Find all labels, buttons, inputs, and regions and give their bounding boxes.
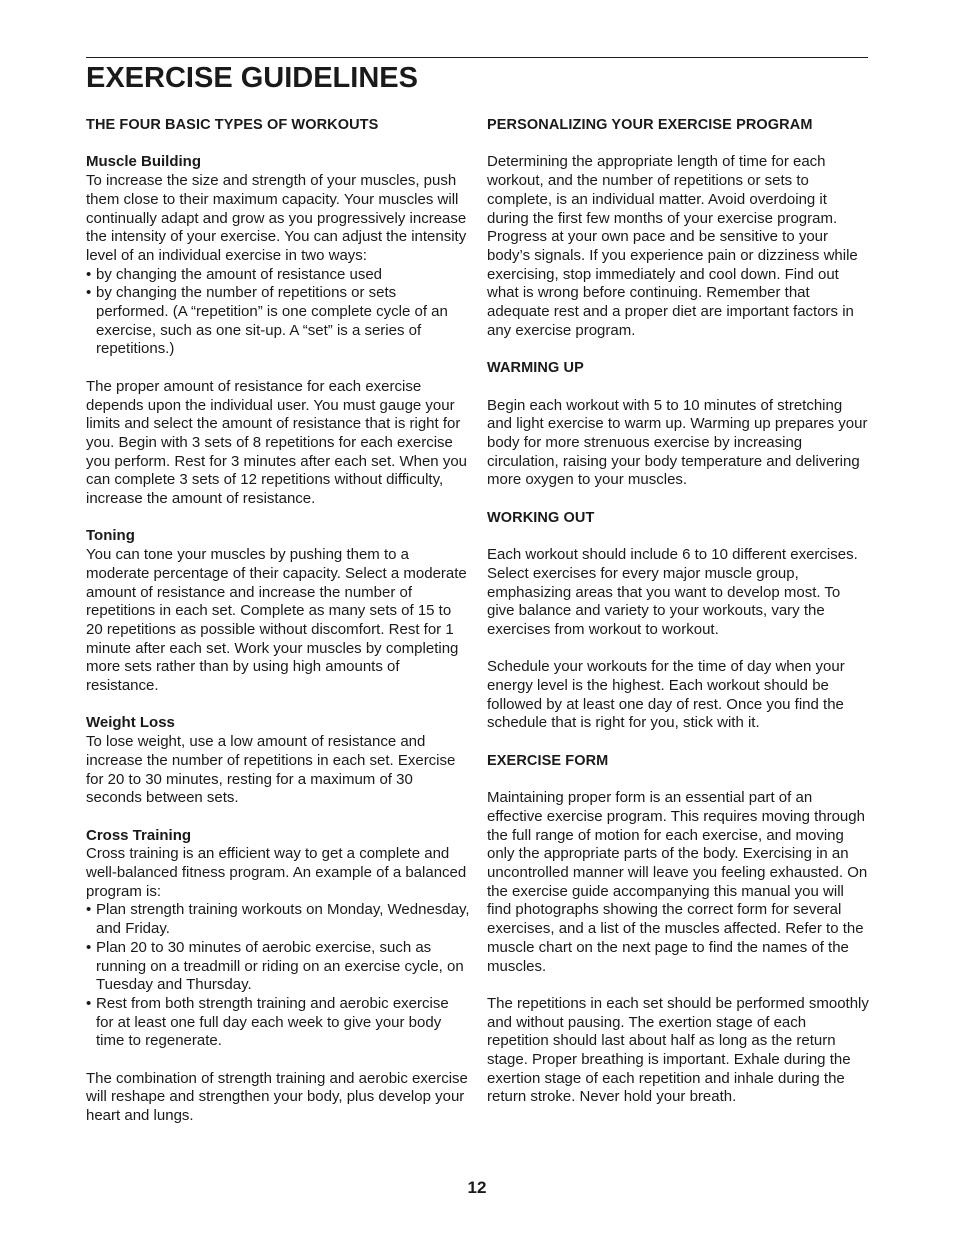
working-out-paragraph-2: Schedule your workouts for the time of day when your energy level is the highest. Each workout should be followed by at least one day of rest. Once you find the schedule that is right for you, stick with it. [487, 658, 845, 732]
weight-loss-paragraph: To lose weight, use a low amount of resistance and increase the number of repetitions in each set. Exercise for 20 to 30 minutes, resting for a maximum of 30 seconds between sets. [86, 733, 456, 807]
page-title: EXERCISE GUIDELINES [86, 62, 418, 94]
personalizing-paragraph: Determining the appropriate length of time for each workout, and the number of repetitions or sets to complete, is an individual matter. Avoid overdoing it during the first few months of your exercise program. Progress at your own pace and be sensitive to your body’s signals. If you experience pain or dizziness while exercising, stop immediately and cool down. Find out what is wrong before continuing. Remember that adequate rest and a proper diet are important factors in any exercise program. [487, 153, 858, 339]
section-heading-personalizing: PERSONALIZING YOUR EXERCISE PROGRAM [487, 117, 813, 133]
section-heading-warming-up: WARMING UP [487, 360, 584, 377]
subheading-muscle-building: Muscle Building [86, 153, 202, 171]
left-column [86, 116, 470, 1126]
page-number: 12 [467, 1178, 487, 1197]
exercise-form-paragraph-1: Maintaining proper form is an essential part of an effective exercise program. This requires moving through the full range of motion for each exercise, and moving only the appropriate parts of the body. Exercising in an uncontrolled manner will leave you feeling exhausted. On the exercise guide accompanying this manual you will find photographs showing the correct form for several exercises, and a list of the muscles affected. Refer to the muscle chart on the next page to find the names of the muscles. [487, 789, 868, 975]
section-heading-exercise-form: EXERCISE FORM [487, 752, 609, 769]
right-column [487, 116, 871, 1107]
working-out-paragraph-1: Each workout should include 6 to 10 different exercises. Select exercises for every major muscle group, emphasizing areas that you want to develop most. To give balance and variety to your workouts, vary the exercises from workout to workout. [487, 546, 858, 638]
cross-training-intro: Cross training is an efficient way to get a complete and well-balanced fitness program. An example of a balanced program is: [86, 845, 467, 900]
subheading-toning: Toning [86, 527, 135, 545]
muscle-building-list [86, 266, 470, 360]
warming-up-paragraph: Begin each workout with 5 to 10 minutes of stretching and light exercise to warm up. Warming up prepares your body for more strenuous exercise by increasing circulation, raising your body temperature and delivering more oxygen to your muscles. [487, 396, 868, 489]
list-item: • Rest from both strength training and aerobic exercise for at least one full day each week to give your body time to regenerate. [86, 995, 470, 1051]
list-item: • by changing the amount of resistance used [86, 266, 470, 285]
subheading-weight-loss: Weight Loss [86, 714, 175, 732]
muscle-building-resistance-paragraph: The proper amount of resistance for each exercise depends upon the individual user. You must gauge your limits and select the amount of resistance that is right for you. Begin with 3 sets of 8 repetitions for each exercise you perform. Rest for 3 minutes after each set. When you can complete 3 sets of 12 repetitions without difficulty, increase the amount of resistance. [86, 377, 468, 508]
section-heading-working-out: WORKING OUT [487, 509, 595, 526]
toning-paragraph: You can tone your muscles by pushing them to a moderate percentage of their capacity. Select a moderate amount of resistance and increase the number of repetitions in each set. Complete as many sets of 15 to 20 repetitions as possible without discomfort. Rest for 1 minute after each set. Work your muscles by completing more sets rather than by using high amounts of resistance. [86, 546, 467, 695]
section-heading-four-types: THE FOUR BASIC TYPES OF WORKOUTS [86, 117, 379, 133]
list-item: • Plan strength training workouts on Monday, Wednesday, and Friday. [86, 901, 470, 938]
subheading-cross-training: Cross Training [86, 826, 192, 844]
muscle-building-intro: To increase the size and strength of your muscles, push them close to their maximum capacity. Your muscles will continually adapt and grow as you progressively increase the intensity of your exercise. You can adjust the intensity level of an individual exercise in two ways: [86, 172, 467, 264]
cross-training-summary: The combination of strength training and aerobic exercise will reshape and strengthen your body, plus develop your heart and lungs. [86, 1069, 468, 1125]
list-item: • by changing the number of repetitions or sets performed. (A “repetition” is one complete cycle of an exercise, such as one sit-up. A “set” is a series of repetitions.) [86, 284, 470, 359]
exercise-form-paragraph-2: The repetitions in each set should be performed smoothly and without pausing. The exertion stage of each repetition should last about half as long as the return stage. Proper breathing is important. Exhale during the exertion stage of each repetition and inhale during the return stroke. Never hold your breath. [487, 994, 869, 1106]
list-item: • Plan 20 to 30 minutes of aerobic exercise, such as running on a treadmill or riding on an exercise cycle, on Tuesday and Thursday. [86, 939, 470, 995]
cross-training-list [86, 901, 470, 1051]
